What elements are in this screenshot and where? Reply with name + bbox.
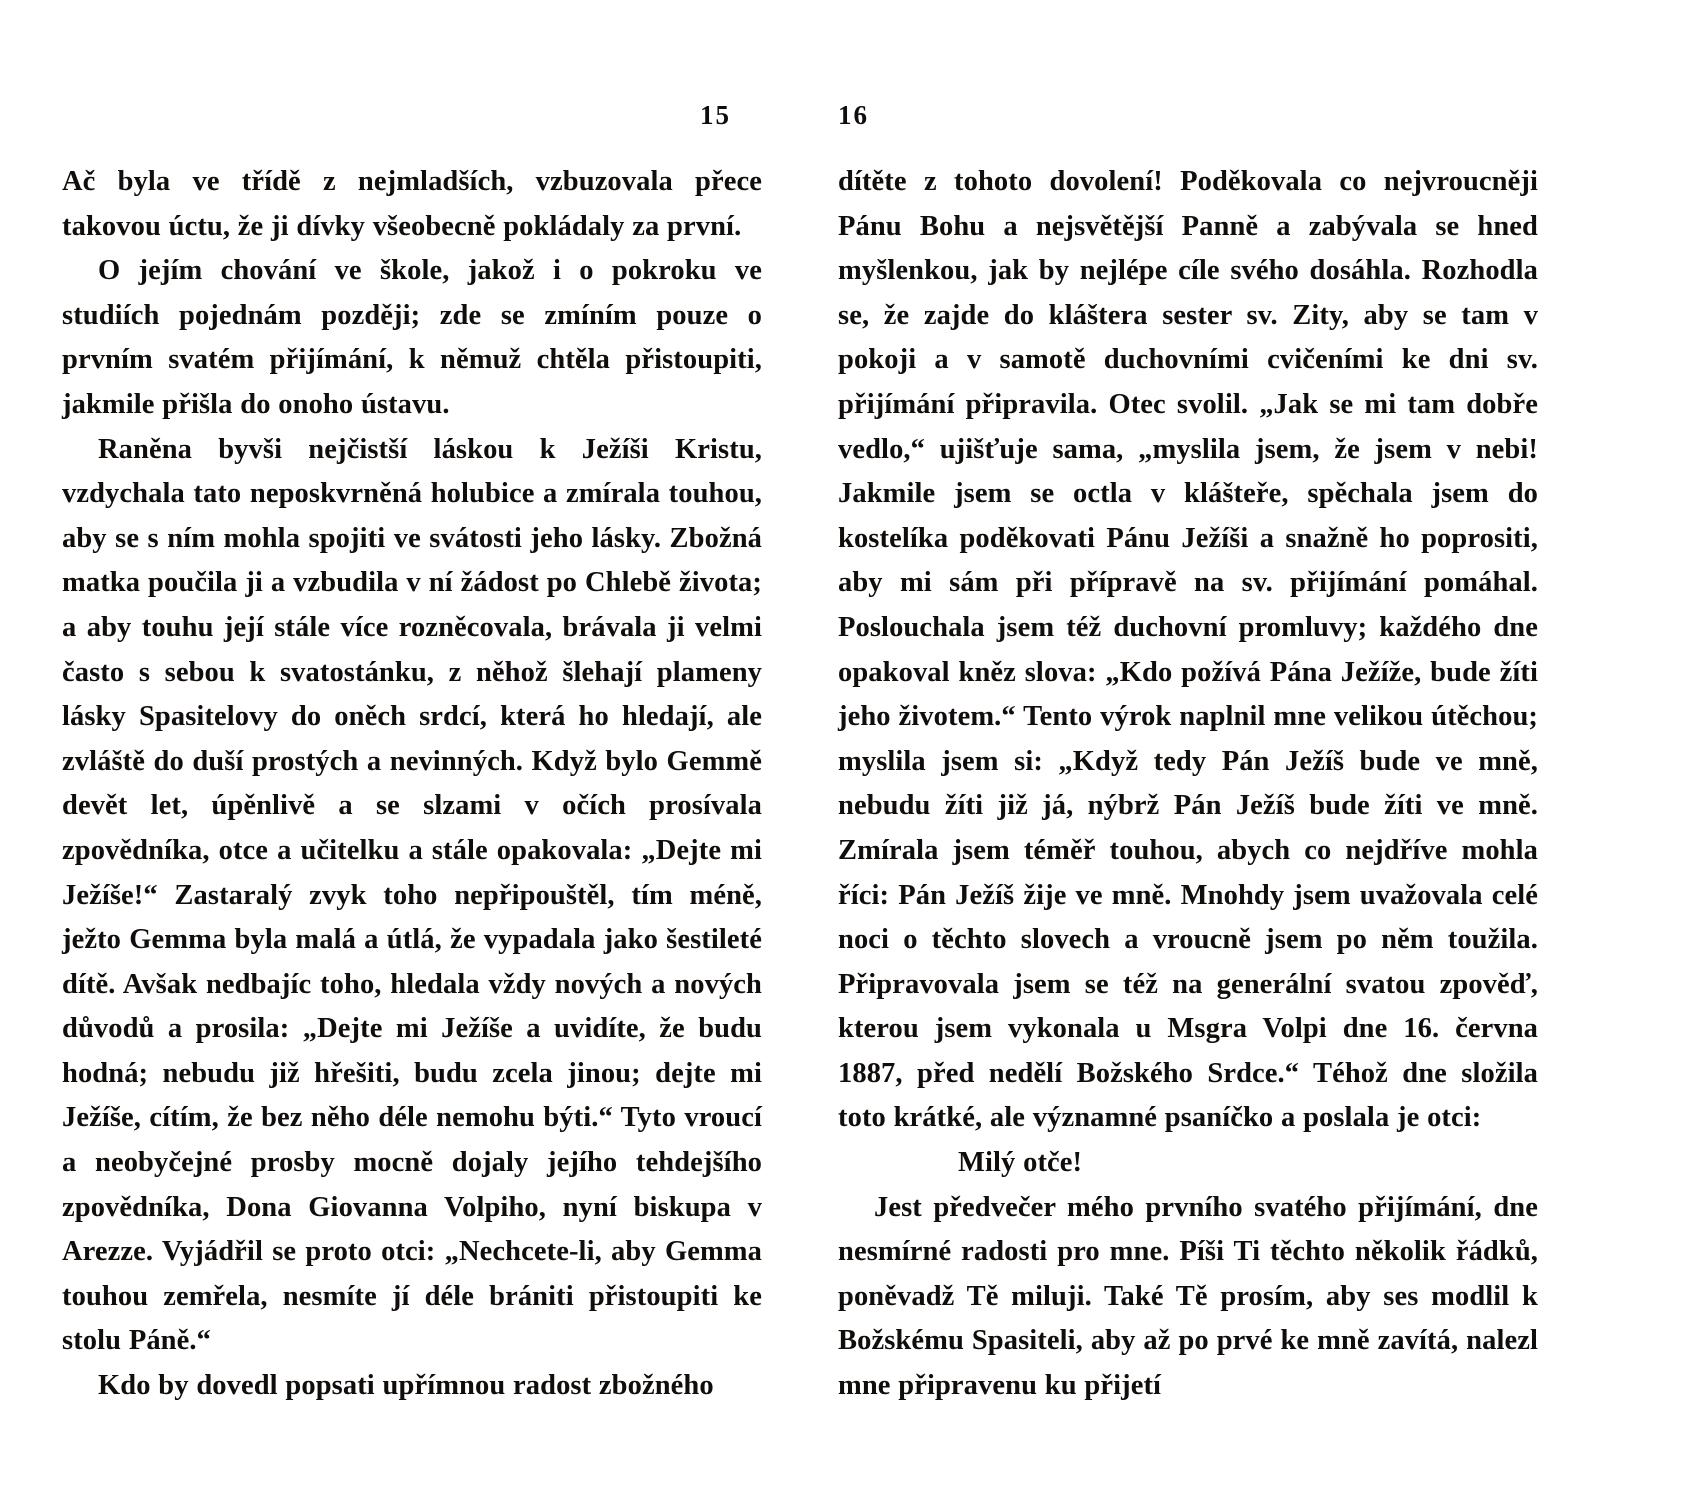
letter-salutation: Milý otče!: [958, 1147, 1083, 1179]
paragraph: O jejím chování ve škole, jakož i o pokroku ve studiích pojednám později; zde se zmíním pouze o prvním svatém přijímání, k němuž chtěla přistoupiti, jakmile přišla do onoho ústavu.: [62, 255, 762, 420]
paragraph: Jest předvečer mého prvního svatého přijímání, dne nesmírné radosti pro mne. Píši Ti těchto několik řádků, poněvadž Tě miluji. Také Tě prosím, aby ses modlil k Božskému Spasiteli, aby až po prvé ke mně zavítá, nalezl mne připravenu ku přijetí: [838, 1191, 1538, 1402]
page-number-left: 15: [700, 100, 731, 130]
folio-row: [0, 100, 1692, 140]
column-right: [838, 160, 1538, 1409]
paragraph: Raněna byvši nejčistší láskou k Ježíši Kristu, vzdychala tato neposkvrněná holubice a zmírala touhou, aby se s ním mohla spojiti ve svátosti jeho lásky. Zbožná matka poučila ji a vzbudila v ní žádost po Chlebě života; a aby touhu její stále více rozněcovala, brávala ji velmi často s sebou k svatostánku, z něhož šlehají plameny lásky Spasitelovy do oněch srdcí, která ho hledají, ale zvláště do duší prostých a nevinných. Když bylo Gemmě devět let, úpěnlivě a se slzami v očích prosívala zpovědníka, otce a učitelku a stále opakovala: „Dejte mi Ježíše!“ Zastaralý zvyk toho nepřipouštěl, tím méně, ježto Gemma byla malá a útlá, že vypadala jako šestileté dítě. Avšak nedbajíc toho, hledala vždy nových a nových důvodů a prosila: „Dejte mi Ježíše a uvidíte, že budu hodná; nebudu již hřešiti, budu zcela jinou; dejte mi Ježíše, cítím, že bez něho déle nemohu býti.“ Tyto vroucí a neobyčejné prosby mocně dojaly jejího tehdejšího zpovědníka, Dona Giovanna Volpiho, nyní biskupa v Arezze. Vyjádřil se proto otci: „Nechcete-li, aby Gemma touhou zemřela, nesmíte jí déle brániti přistoupiti ke stolu Páně.“: [62, 433, 762, 1357]
page-number-right: 16: [838, 100, 869, 130]
paragraph: dítěte z tohoto dovolení! Poděkovala co nejvroucněji Pánu Bohu a nejsvětější Panně a zabývala se hned myšlenkou, jak by nejlépe cíle svého dosáhla. Rozhodla se, že zajde do kláštera sester sv. Zity, aby se tam v pokoji a v samotě duchovními cvičeními ke dni sv. přijímání připravila. Otec svolil. „Jak se mi tam dobře vedlo,“ ujišťuje sama, „myslila jsem, že jsem v nebi! Jakmile jsem se octla v klášteře, spěchala jsem do kostelíka poděkovati Pánu Ježíši a snažně ho poprositi, aby mi sám při přípravě na sv. přijímání pomáhal. Poslouchala jsem též duchovní promluvy; každého dne opakoval kněz slova: „Kdo požívá Pána Ježíže, bude žíti jeho životem.“ Tento výrok naplnil mne velikou útěchou; myslila jsem si: „Když tedy Pán Ježíš bude ve mně, nebudu žíti již já, nýbrž Pán Ježíš bude žíti ve mně. Zmírala jsem téměř touhou, abych co nejdříve mohla říci: Pán Ježíš žije ve mně. Mnohdy jsem uvažovala celé noci o těchto slovech a vroucně jsem po něm toužila. Připravovala jsem se též na generální svatou zpověď, kterou jsem vykonala u Msgra Volpi dne 16. června 1887, před nedělí Božského Srdce.“ Téhož dne složila toto krátké, ale významné psaníčko a poslala je otci:: [838, 166, 1538, 1134]
column-left: [62, 160, 762, 1409]
paragraph: Ač byla ve třídě z nejmladších, vzbuzovala přece takovou úctu, že ji dívky všeobecně pokládaly za první.: [62, 166, 762, 242]
paragraph: Kdo by dovedl popsati upřímnou radost zbožného: [98, 1370, 714, 1402]
